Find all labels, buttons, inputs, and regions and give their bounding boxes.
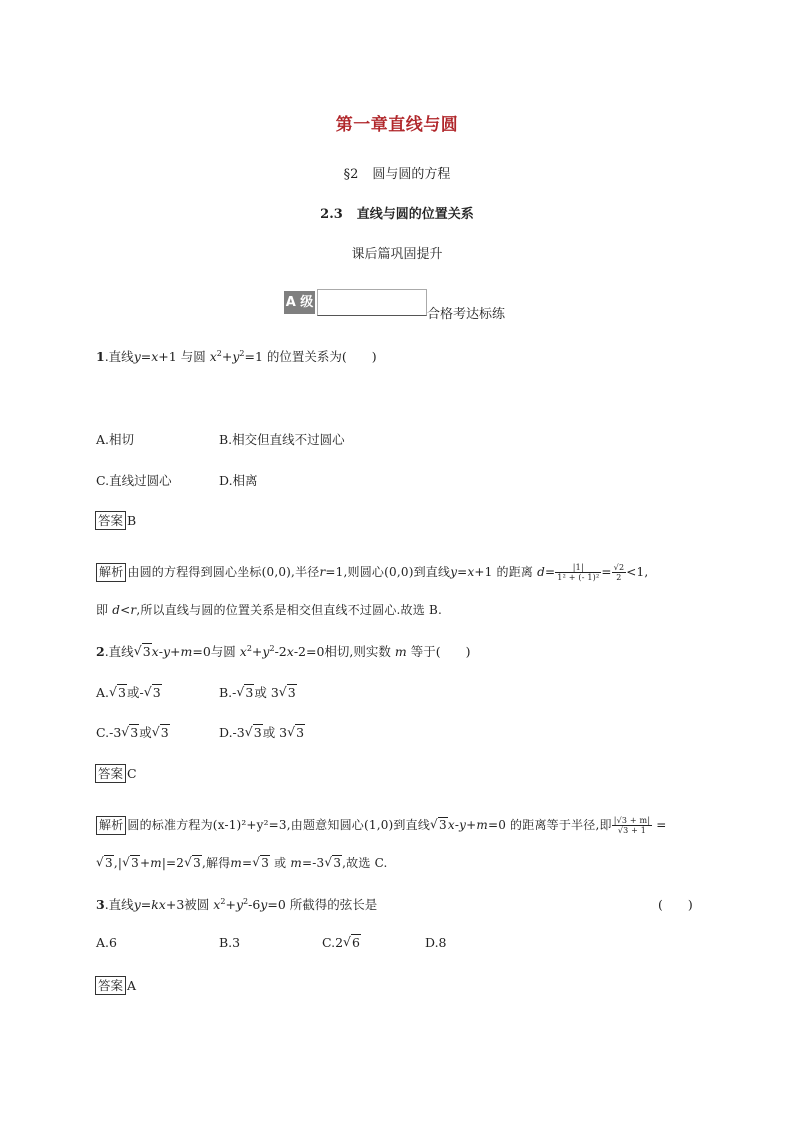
option-c: C.-3√ 3或√ 3 [96, 723, 170, 741]
answer-tag: 答案 [95, 764, 126, 783]
option-c: C.直线过圆心 [96, 473, 172, 488]
stem-text: 等于( ) [410, 644, 471, 659]
subsection-number: 2.3 [320, 207, 343, 222]
answer-paren: ( ) [658, 897, 693, 912]
answer-row [95, 511, 136, 530]
option-d: D.相离 [219, 473, 258, 488]
level-caption: 合格考达标练 [427, 307, 506, 322]
practice-title: 课后篇巩固提升 [351, 247, 443, 262]
solution-text: 圆的标准方程为(x-1)²+y²=3,由题意知圆心(1,0)到直线 [127, 818, 431, 832]
analysis-line-2: √ 3,|√ 3+m|=2√ 3,解得m=√ 3 或 m=-3√ 3,故选 C. [96, 854, 388, 871]
stem-text: =0相切,则实数 [306, 644, 391, 659]
solution-text: ,则圆心(0,0)到直线 [343, 565, 451, 579]
analysis-tag: 解析 [96, 563, 126, 582]
stem-text: 与圆 [180, 349, 206, 364]
level-box [317, 289, 427, 316]
analysis-row: 解析 由圆的方程得到圆心坐标(0,0),半径r=1,则圆心(0,0)到直线y=x+1 的距离 d= $\frac{|1|}{\text{1² + (- 1)²}}$ = $\frac{√2}{2}$ <1, [96, 563, 648, 582]
question-1-stem: 1.直线y=x+1 与圆 $x^2+y^2=1$ 的位置关系为( ) [96, 348, 377, 364]
stem-text: 的位置关系为( ) [266, 349, 377, 364]
question-number: 1 [96, 349, 105, 364]
solution-text: = [656, 818, 667, 832]
answer-value: A [127, 978, 137, 993]
solution-text: <1, [626, 565, 649, 579]
option-c: C.2√ 6 [322, 935, 361, 950]
answer-value: C [127, 766, 137, 781]
stem-text: =0与圆 [192, 644, 236, 659]
distance-fraction: $\frac{|√3 + m|}{√3 + 1}$ [613, 816, 651, 835]
option-d: D.8 [425, 935, 447, 950]
section-number: §2 [343, 167, 359, 182]
answer-row [95, 976, 136, 995]
analysis-line-2: 即 d<r,所以直线与圆的位置关系是相交但直线不过圆心.故选 B. [96, 603, 442, 617]
answer-row [95, 764, 137, 783]
solution-text: 由圆的方程得到圆心坐标(0,0),半径 [127, 565, 320, 579]
option-a: A.6 [96, 935, 117, 950]
solution-text: 即 [96, 603, 109, 617]
answer-tag: 答案 [95, 511, 126, 530]
question-2-stem: 2.直线√ 3x-y+m=0与圆 $x^2+y^2-2x-2=0$相切,则实数 m 等于( ) [96, 642, 471, 660]
question-number: 2 [96, 644, 105, 659]
option-a: A.√ 3或-√ 3 [96, 683, 162, 701]
option-b: B.-√ 3或 3√ 3 [219, 683, 297, 701]
stem-text: .直线 [104, 897, 134, 912]
stem-text: .直线 [104, 349, 134, 364]
subsection-title [0, 203, 794, 222]
stem-text: 被圆 [184, 897, 210, 912]
answer-tag: 答案 [95, 976, 126, 995]
solution-text: 的距离 [496, 565, 534, 579]
stem-text: .直线 [104, 644, 134, 659]
option-a: A.相切 [96, 432, 135, 447]
analysis-row: 解析 圆的标准方程为(x-1)²+y²=3,由题意知圆心(1,0)到直线√ 3x-y+m=0 的距离等于半径,即 $\frac{|√3 + m|}{√3 + 1}$ = [96, 816, 667, 835]
solution-text: =0 的距离等于半径,即 [487, 818, 612, 832]
answer-value: B [127, 513, 137, 528]
stem-text: =0 所截得的弦长是 [267, 897, 378, 912]
section-title [0, 163, 794, 182]
distance-value: $\frac{√2}{2}$ [613, 563, 625, 582]
question-number: 3 [96, 897, 105, 912]
section-name: 圆与圆的方程 [372, 167, 451, 182]
analysis-tag: 解析 [96, 816, 126, 835]
chapter-title: 第一章直线与圆 [335, 115, 459, 135]
solution-text: ,所以直线与圆的位置关系是相交但直线不过圆心.故选 B. [136, 603, 442, 617]
option-b: B.相交但直线不过圆心 [219, 432, 345, 447]
level-badge: A 级 [284, 291, 315, 314]
option-d: D.-3√ 3或 3√ 3 [219, 723, 305, 741]
option-b: B.3 [219, 935, 241, 950]
subsection-name: 直线与圆的位置关系 [356, 207, 474, 222]
question-3-stem: 3.直线y=kx+3被圆 $x^2+y^2-6y=0$ 所截得的弦长是 [96, 896, 378, 912]
distance-fraction: $\frac{|1|}{\text{1² + (- 1)²}}$ [557, 563, 600, 582]
